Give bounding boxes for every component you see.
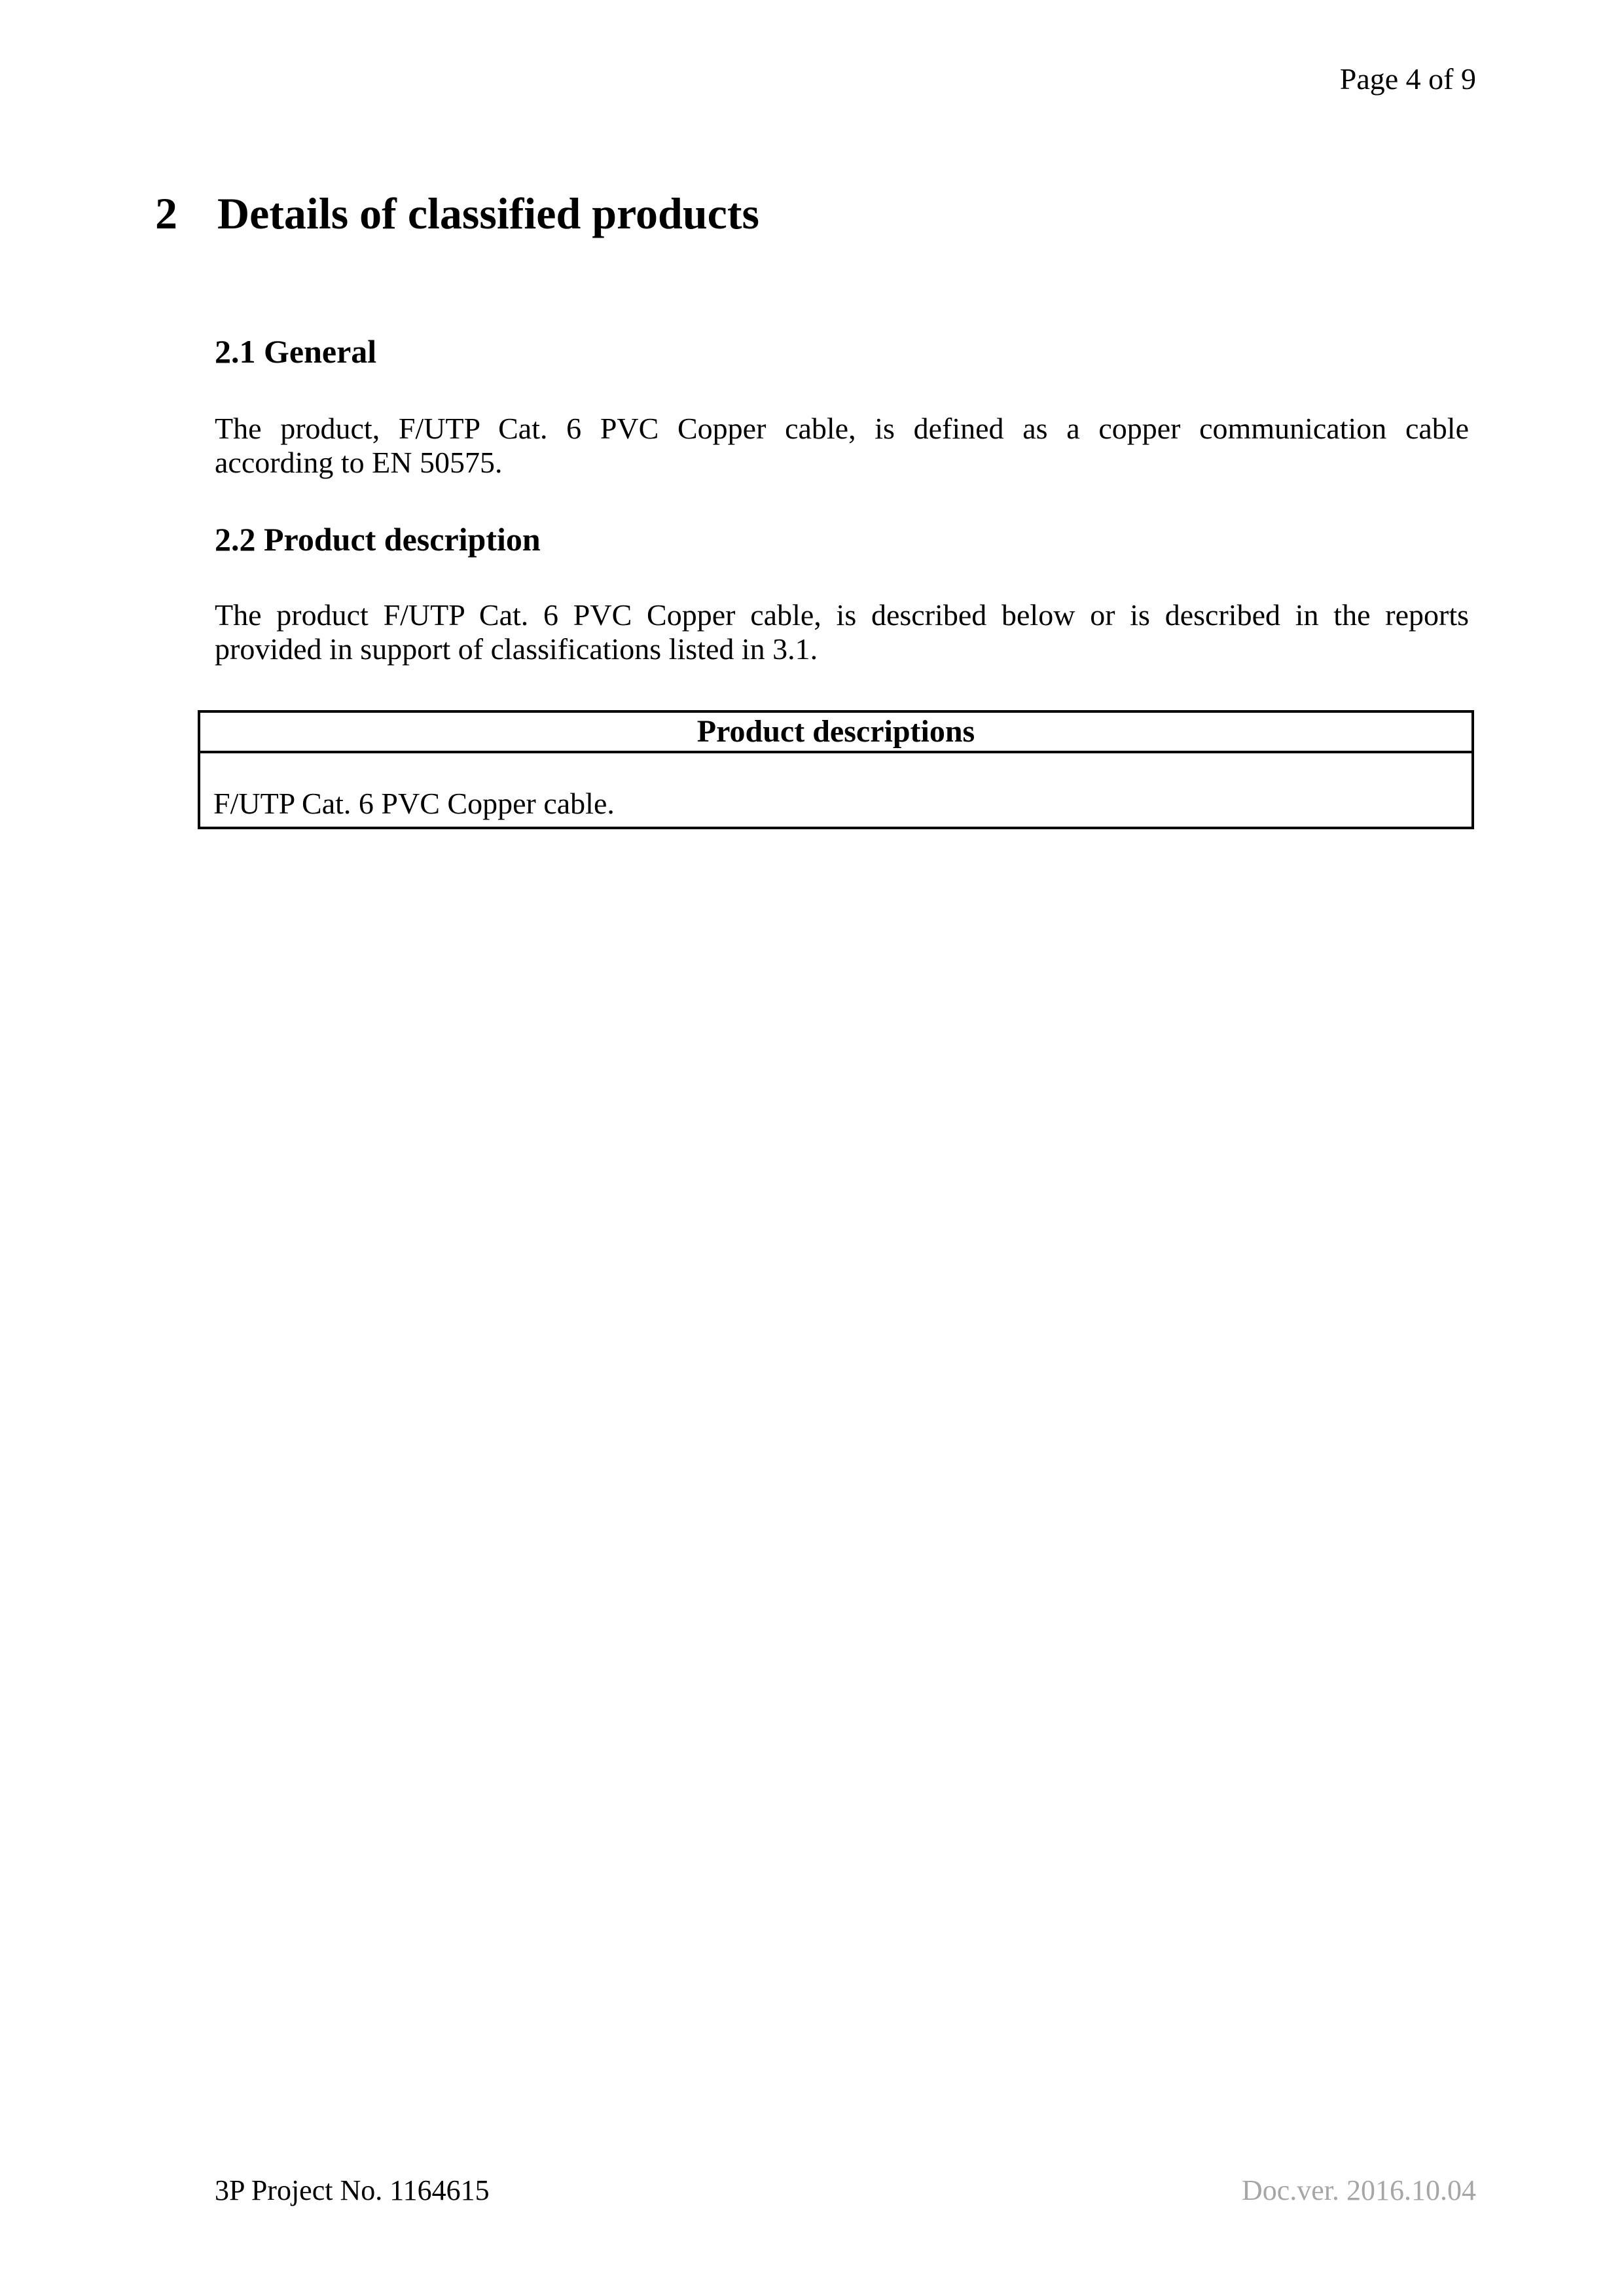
table-header-row: [200, 713, 1471, 753]
subsection-heading-2-2: 2.2 Product description: [215, 521, 541, 558]
paragraph-line: The product F/UTP Cat. 6 PVC Copper cable, is described below or is described in the reports: [215, 598, 1469, 632]
chapter-heading: [155, 188, 759, 238]
paragraph-2-2: [215, 598, 1469, 666]
chapter-heading-title: Details of classified products: [217, 188, 759, 238]
product-descriptions-table: [198, 710, 1474, 829]
page-number: Page 4 of 9: [1339, 62, 1476, 96]
paragraph-2-1: [215, 412, 1469, 480]
table-row: [200, 753, 1471, 827]
subsection-heading-2-1: 2.1 General: [215, 333, 377, 370]
paragraph-line: The product, F/UTP Cat. 6 PVC Copper cable, is defined as a copper communication cable: [215, 412, 1469, 445]
table-header-cell: Product descriptions: [696, 714, 975, 749]
paragraph-line: according to EN 50575.: [215, 446, 503, 479]
chapter-heading-number: 2: [155, 188, 177, 238]
paragraph-line: provided in support of classifications listed in 3.1.: [215, 632, 818, 666]
footer-doc-version: Doc.ver. 2016.10.04: [1241, 2174, 1476, 2206]
footer-project-number: 3P Project No. 1164615: [215, 2174, 490, 2206]
table-cell-product-description: F/UTP Cat. 6 PVC Copper cable.: [213, 787, 615, 820]
